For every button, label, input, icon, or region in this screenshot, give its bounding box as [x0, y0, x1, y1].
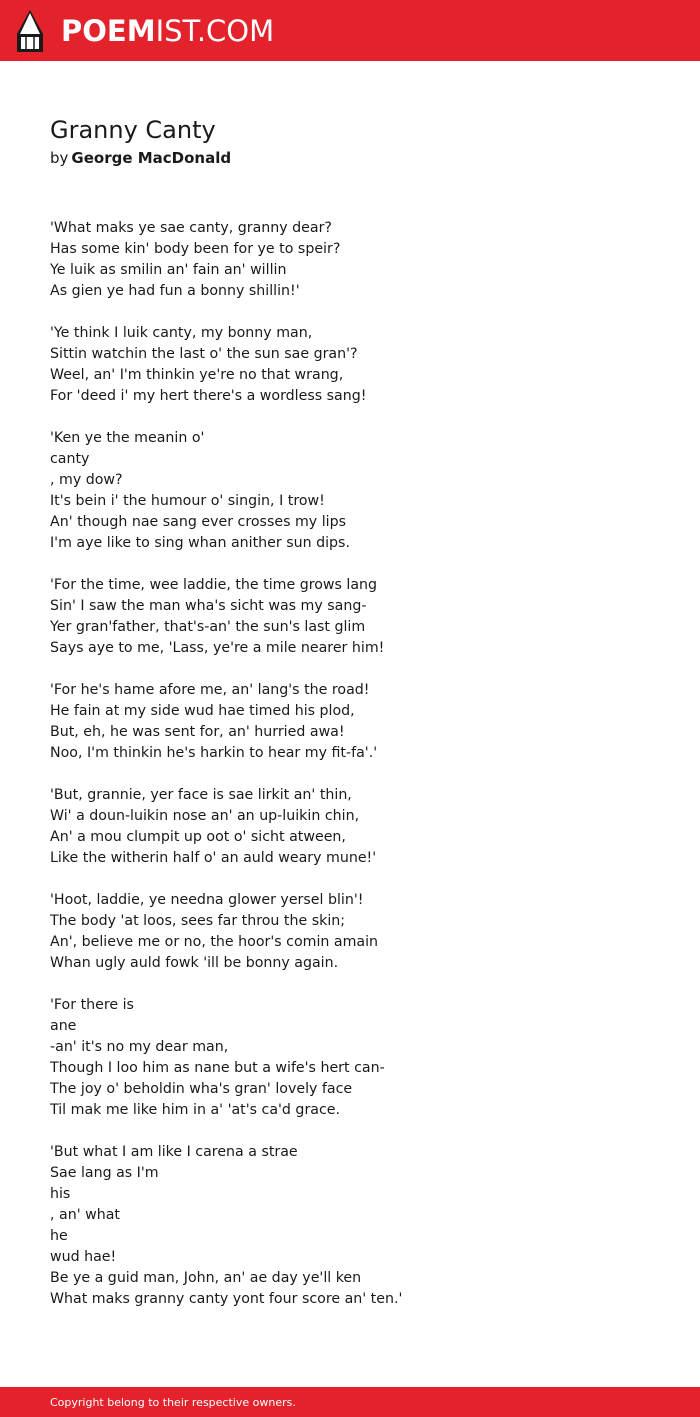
poem-line: ane — [50, 1018, 77, 1034]
poem-line: It's bein i' the humour o' singin, I trow! — [50, 493, 325, 509]
poem-line: Sae lang as I'm — [50, 1165, 159, 1181]
poem-line: Like the witherin half o' an auld weary mune!' — [50, 850, 377, 866]
poem-line: 'But, grannie, yer face is sae lirkit an' thin, — [50, 787, 352, 803]
poem-line: For 'deed i' my hert there's a wordless sang! — [50, 388, 367, 404]
poem-line: Has some kin' body been for ye to speir? — [50, 241, 341, 257]
poem-line: 'For he's hame afore me, an' lang's the road! — [50, 682, 370, 698]
poem-line: 'But what I am like I carena a strae — [50, 1144, 298, 1160]
copyright-text: Copyright belong to their respective owners. — [50, 1395, 296, 1409]
poem-line: canty — [50, 451, 90, 467]
poem-line: 'Ye think I luik canty, my bonny man, — [50, 325, 313, 341]
stanza — [50, 995, 650, 1121]
poem-line: Sin' I saw the man wha's sicht was my sang- — [50, 598, 367, 614]
brand-light: IST.COM — [155, 13, 275, 48]
poem-line: Says aye to me, 'Lass, ye're a mile nearer him! — [50, 640, 385, 656]
poem-line: Noo, I'm thinkin he's harkin to hear my fit-fa'.' — [50, 745, 378, 761]
poem-line: his — [50, 1186, 71, 1202]
poem-line: Yer gran'father, that's-an' the sun's last glim — [50, 619, 366, 635]
site-header — [0, 0, 700, 61]
poem-body — [50, 218, 650, 1331]
poem-title: Granny Canty — [50, 116, 216, 144]
brand-bold: POEM — [61, 13, 156, 48]
stanza — [50, 680, 650, 764]
stanza — [50, 323, 650, 407]
poem-line: , an' what — [50, 1207, 120, 1223]
site-footer — [0, 1387, 700, 1417]
poem-line: he — [50, 1228, 68, 1244]
poem-line: He fain at my side wud hae timed his plod, — [50, 703, 355, 719]
poem-line: An' though nae sang ever crosses my lips — [50, 514, 346, 530]
poem-line: -an' it's no my dear man, — [50, 1039, 229, 1055]
poem-line: 'What maks ye sae canty, granny dear? — [50, 220, 332, 236]
byline — [50, 149, 231, 167]
poem-line: 'Hoot, laddie, ye needna glower yersel blin'! — [50, 892, 364, 908]
poem-line: Sittin watchin the last o' the sun sae gran'? — [50, 346, 358, 362]
stanza — [50, 785, 650, 869]
stanza — [50, 890, 650, 974]
by-label: by — [50, 149, 69, 167]
stanza — [50, 575, 650, 659]
poem-line: 'For the time, wee laddie, the time grows lang — [50, 577, 378, 593]
poem-line: An', believe me or no, the hoor's comin amain — [50, 934, 379, 950]
poem-line: wud hae! — [50, 1249, 117, 1265]
poem-line: Whan ugly auld fowk 'ill be bonny again. — [50, 955, 339, 971]
stanza — [50, 1142, 650, 1310]
poem-line: Wi' a doun-luikin nose an' an up-luikin chin, — [50, 808, 360, 824]
poem-line: I'm aye like to sing whan anither sun dips. — [50, 535, 350, 551]
stanza — [50, 218, 650, 302]
pencil-icon[interactable] — [17, 10, 43, 52]
poem-line: An' a mou clumpit up oot o' sicht atween, — [50, 829, 346, 845]
poem-line: Til mak me like him in a' 'at's ca'd grace. — [50, 1102, 341, 1118]
poem-line: Ye luik as smilin an' fain an' willin — [50, 262, 287, 278]
poem-line: 'Ken ye the meanin o' — [50, 430, 205, 446]
poem-line: The joy o' beholdin wha's gran' lovely face — [50, 1081, 353, 1097]
poem-line: Though I loo him as nane but a wife's hert can- — [50, 1060, 385, 1076]
poem-line: , my dow? — [50, 472, 123, 488]
poem-line: What maks granny canty yont four score an' ten.' — [50, 1291, 403, 1307]
author-name[interactable]: George MacDonald — [71, 149, 232, 167]
poem-line: As gien ye had fun a bonny shillin!' — [50, 283, 300, 299]
poem-line: Weel, an' I'm thinkin ye're no that wrang, — [50, 367, 344, 383]
site-logo-text[interactable] — [61, 14, 274, 48]
poem-line: The body 'at loos, sees far throu the skin; — [50, 913, 346, 929]
poem-line: 'For there is — [50, 997, 134, 1013]
poem-line: Be ye a guid man, John, an' ae day ye'll ken — [50, 1270, 362, 1286]
stanza — [50, 428, 650, 554]
poem-line: But, eh, he was sent for, an' hurried awa! — [50, 724, 345, 740]
